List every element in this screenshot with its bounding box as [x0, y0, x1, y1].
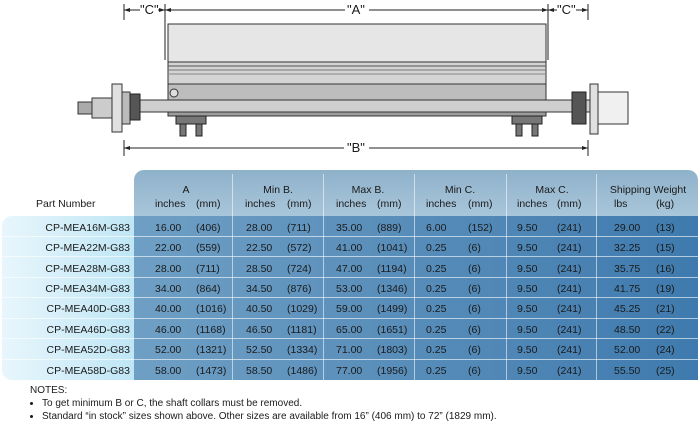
metric-cell: (21)	[656, 303, 675, 315]
metric-cell: (1041)	[377, 242, 408, 254]
col-header-sub: (mm)	[287, 198, 312, 210]
value-cell: 40.50	[246, 303, 273, 315]
part-number-cell: CP-MEA46D-G83	[46, 324, 130, 336]
col-header-sub: inches	[517, 198, 548, 210]
value-cell: 0.25	[426, 242, 447, 254]
tensioners	[176, 116, 542, 136]
metric-cell: (406)	[196, 222, 221, 234]
shaft	[120, 100, 600, 112]
part-number-cell: CP-MEA16M-G83	[45, 222, 130, 234]
col-header-title: A	[182, 184, 190, 196]
col-header-sub: inches	[245, 198, 276, 210]
metric-cell: (711)	[196, 263, 220, 275]
value-cell: 9.50	[517, 263, 538, 275]
row-divider	[2, 318, 698, 319]
metric-cell: (6)	[468, 324, 481, 336]
metric-cell: (1016)	[196, 303, 227, 315]
value-cell: 48.50	[614, 324, 641, 336]
metric-cell: (24)	[656, 344, 675, 356]
metric-cell: (241)	[557, 303, 582, 315]
value-cell: 0.25	[426, 344, 447, 356]
part-number-cell: CP-MEA34M-G83	[45, 283, 130, 295]
metric-cell: (559)	[196, 242, 221, 254]
col-header-sub: (mm)	[377, 198, 402, 210]
metric-cell: (152)	[468, 222, 493, 234]
metric-cell: (572)	[287, 242, 312, 254]
value-cell: 9.50	[517, 303, 538, 315]
value-cell: 47.00	[336, 263, 363, 275]
dim-c-left: "C"	[140, 2, 159, 17]
col-header-sub: (mm)	[468, 198, 493, 210]
metric-cell: (876)	[287, 283, 312, 295]
part-number-header: Part Number	[36, 198, 96, 210]
metric-cell: (889)	[377, 222, 402, 234]
value-cell: 9.50	[517, 324, 538, 336]
metric-cell: (241)	[557, 365, 582, 377]
metric-cell: (1181)	[287, 324, 317, 336]
value-cell: 29.00	[614, 222, 641, 234]
value-cell: 0.25	[426, 263, 447, 275]
value-cell: 52.50	[246, 344, 273, 356]
value-cell: 53.00	[336, 283, 363, 295]
value-cell: 52.00	[155, 344, 182, 356]
metric-cell: (241)	[557, 324, 582, 336]
value-cell: 35.00	[336, 222, 363, 234]
value-cell: 46.50	[246, 324, 273, 336]
col-header-title: Shipping Weight	[609, 184, 687, 196]
value-cell: 58.50	[246, 365, 273, 377]
metric-cell: (1168)	[196, 324, 226, 336]
value-cell: 59.00	[336, 303, 363, 315]
row-divider	[2, 236, 698, 237]
value-cell: 58.00	[155, 365, 182, 377]
metric-cell: (16)	[656, 263, 675, 275]
value-cell: 71.00	[336, 344, 363, 356]
metric-cell: (6)	[468, 263, 481, 275]
metric-cell: (724)	[287, 263, 312, 275]
col-header-sub: (mm)	[557, 198, 582, 210]
metric-cell: (19)	[656, 283, 675, 295]
metric-cell: (1803)	[377, 344, 408, 356]
part-number-cell: CP-MEA40D-G83	[46, 303, 130, 315]
value-cell: 0.25	[426, 283, 447, 295]
notes	[30, 384, 497, 423]
value-cell: 9.50	[517, 344, 538, 356]
metric-cell: (13)	[656, 222, 675, 234]
metric-cell: (1346)	[377, 283, 408, 295]
value-cell: 22.00	[155, 242, 182, 254]
metric-cell: (6)	[468, 242, 481, 254]
part-number-cell: CP-MEA58D-G83	[46, 365, 130, 377]
metric-cell: (25)	[656, 365, 675, 377]
value-cell: 6.00	[426, 222, 447, 234]
value-cell: 65.00	[336, 324, 363, 336]
note-item: • Standard “in stock” sizes shown above. Other sizes are available from 16” (406 mm) to 72” (1829 mm).	[42, 410, 497, 423]
dim-a: "A"	[347, 2, 365, 17]
value-cell: 28.50	[246, 263, 273, 275]
value-cell: 34.00	[155, 283, 182, 295]
part-number-cell: CP-MEA28M-G83	[45, 263, 130, 275]
value-cell: 0.25	[426, 303, 447, 315]
note-item: • To get minimum B or C, the shaft collars must be removed.	[42, 397, 497, 410]
col-header-sub: lbs	[614, 198, 628, 210]
value-cell: 45.25	[614, 303, 641, 315]
col-header-title: Min C.	[444, 184, 476, 196]
notes-list	[30, 397, 497, 423]
metric-cell: (1194)	[377, 263, 407, 275]
value-cell: 41.75	[614, 283, 641, 295]
value-cell: 9.50	[517, 222, 538, 234]
col-header-sub: inches	[155, 198, 186, 210]
value-cell: 32.25	[614, 242, 641, 254]
value-cell: 52.00	[614, 344, 641, 356]
metric-cell: (15)	[656, 242, 675, 254]
row-divider	[2, 297, 698, 298]
col-header-sub: (kg)	[656, 198, 675, 210]
dim-c-right: "C"	[557, 2, 576, 17]
metric-cell: (22)	[656, 324, 675, 336]
metric-cell: (1029)	[287, 303, 318, 315]
metric-cell: (241)	[557, 222, 582, 234]
metric-cell: (1473)	[196, 365, 227, 377]
col-header-sub: (mm)	[196, 198, 221, 210]
value-cell: 0.25	[426, 324, 447, 336]
value-cell: 9.50	[517, 283, 538, 295]
value-cell: 46.00	[155, 324, 182, 336]
metric-cell: (6)	[468, 303, 481, 315]
metric-cell: (1956)	[377, 365, 408, 377]
value-cell: 22.50	[246, 242, 273, 254]
metric-cell: (1499)	[377, 303, 408, 315]
value-cell: 0.25	[426, 365, 447, 377]
metric-cell: (241)	[557, 283, 582, 295]
row-divider	[2, 359, 698, 360]
metric-cell: (6)	[468, 283, 481, 295]
row-divider	[2, 277, 698, 278]
value-cell: 28.00	[246, 222, 273, 234]
value-cell: 55.50	[614, 365, 641, 377]
right-mount	[572, 84, 628, 134]
metric-cell: (1651)	[377, 324, 408, 336]
row-divider	[2, 338, 698, 339]
notes-title: NOTES:	[30, 385, 68, 396]
value-cell: 34.50	[246, 283, 273, 295]
value-cell: 28.00	[155, 263, 182, 275]
col-header-title: Max B.	[351, 184, 385, 196]
value-cell: 16.00	[155, 222, 182, 234]
metric-cell: (1334)	[287, 344, 318, 356]
metric-cell: (241)	[557, 344, 582, 356]
metric-cell: (1321)	[196, 344, 227, 356]
metric-cell: (6)	[468, 365, 481, 377]
dim-b: "B"	[347, 140, 365, 155]
metric-cell: (241)	[557, 263, 582, 275]
metric-cell: (864)	[196, 283, 221, 295]
value-cell: 40.00	[155, 303, 182, 315]
cleaner-drawing	[0, 0, 700, 165]
part-number-cell: CP-MEA52D-G83	[46, 344, 130, 356]
metric-cell: (6)	[468, 344, 481, 356]
value-cell: 35.75	[614, 263, 641, 275]
value-cell: 41.00	[336, 242, 363, 254]
value-cell: 77.00	[336, 365, 363, 377]
value-cell: 9.50	[517, 365, 538, 377]
metric-cell: (711)	[287, 222, 311, 234]
col-header-title: Min B.	[263, 184, 293, 196]
part-number-cell: CP-MEA22M-G83	[45, 242, 130, 254]
metric-cell: (1486)	[287, 365, 318, 377]
col-header-title: Max C.	[535, 184, 569, 196]
col-header-sub: inches	[336, 198, 367, 210]
metric-cell: (241)	[557, 242, 582, 254]
value-cell: 9.50	[517, 242, 538, 254]
row-divider	[2, 256, 698, 257]
col-header-sub: inches	[426, 198, 457, 210]
left-mount	[78, 84, 140, 132]
